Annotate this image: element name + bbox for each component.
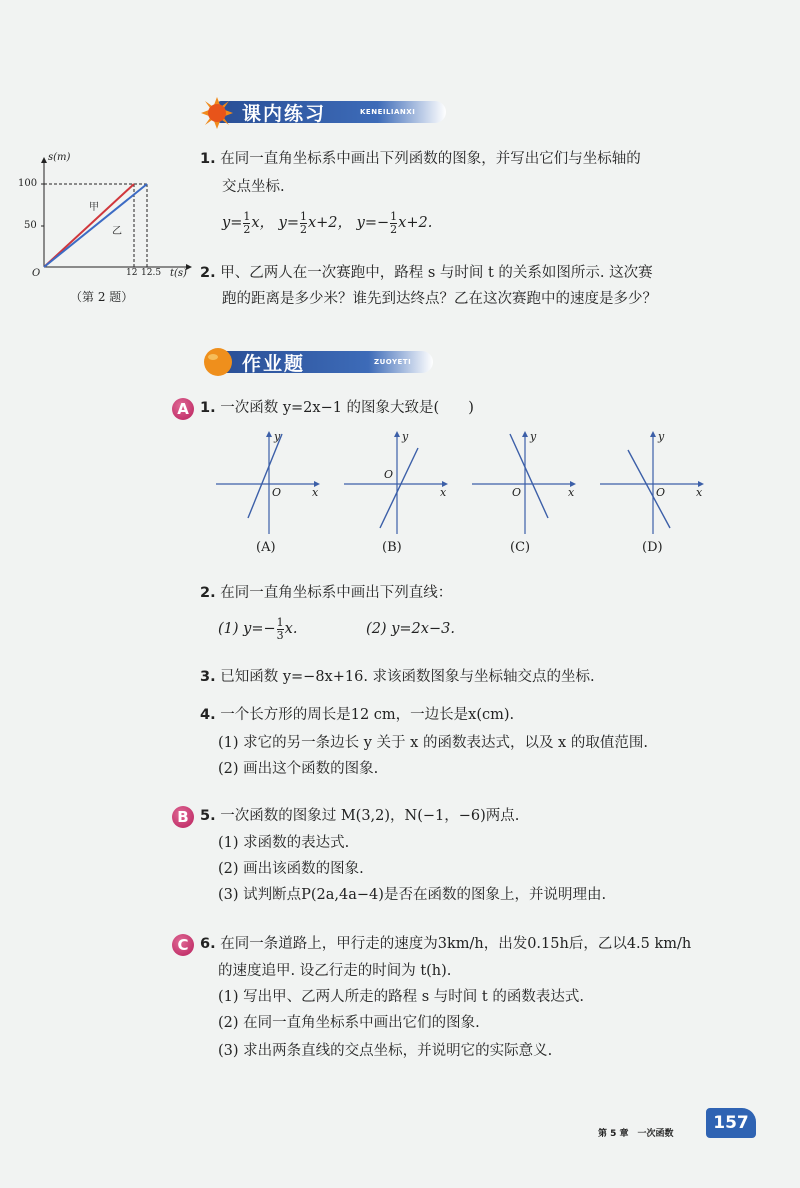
- graph-a-origin: O: [272, 486, 282, 499]
- fig2-y-label: s(m): [48, 152, 71, 163]
- formula1-pre: y=: [222, 215, 243, 231]
- homework-q4-part2: (2) 画出这个函数的图象.: [218, 761, 379, 777]
- fig2-caption: （第 2 题）: [70, 290, 134, 304]
- homework-section-header: [200, 348, 440, 374]
- formula3-pre: y=−: [356, 215, 390, 231]
- h2-part1-post: x.: [284, 621, 298, 637]
- homework-pinyin: ZUOYETI: [374, 358, 412, 366]
- orange-ball-icon: [202, 346, 234, 378]
- practice-pinyin: KENEILIANXI: [360, 108, 416, 116]
- practice-q2: [200, 262, 653, 284]
- homework-q4-number: 4.: [200, 707, 216, 723]
- formula1-post: x，: [251, 215, 275, 231]
- formula1-fraction: [243, 211, 250, 236]
- homework-q4-part1: (1) 求它的另一条边长 y 关于 x 的函数表达式，以及 x 的取值范围.: [218, 735, 648, 751]
- formula2-fraction: [300, 211, 307, 236]
- frac-numerator: 1: [276, 615, 284, 629]
- formula3-post: x+2.: [398, 215, 433, 231]
- option-graph-c[interactable]: [470, 428, 582, 558]
- homework-q3-text: 已知函数 y=−8x+16. 求该函数图象与坐标轴交点的坐标.: [220, 669, 595, 685]
- practice-title: 课内练习: [242, 103, 327, 125]
- practice-q1-formulas: [222, 208, 432, 238]
- practice-q2-number: 2.: [200, 265, 216, 281]
- homework-q2-number: 2.: [200, 585, 216, 601]
- option-graph-a[interactable]: [214, 428, 326, 558]
- h2-fraction: [277, 617, 284, 642]
- graph-b-origin: O: [384, 468, 394, 481]
- frac-numerator: 1: [299, 209, 307, 223]
- formula2-pre: y=: [278, 215, 299, 231]
- homework-q1-text: 一次函数 y=2x−1 的图象大致是( ): [220, 400, 474, 416]
- homework-q5-number: 5.: [200, 808, 216, 824]
- option-c-label: (C): [510, 540, 531, 555]
- homework-q6-part3: (3) 求出两条直线的交点坐标，并说明它的实际意义.: [218, 1043, 553, 1059]
- frac-numerator: 1: [390, 209, 398, 223]
- homework-q4-text: 一个长方形的周长是12 cm，一边长是x(cm).: [220, 707, 515, 723]
- line-yi: [44, 184, 147, 267]
- homework-q2: [200, 582, 452, 604]
- frac-denominator: 2: [299, 222, 307, 236]
- option-a-label: (A): [256, 540, 276, 555]
- frac-denominator: 3: [276, 628, 284, 642]
- fig2-tick-50: 50: [24, 220, 37, 231]
- frac-numerator: 1: [243, 209, 251, 223]
- fig2-origin: O: [32, 268, 41, 279]
- fig2-tick-100: 100: [18, 178, 38, 189]
- sun-icon: [200, 96, 234, 130]
- formula2-post: x+2，: [307, 215, 353, 231]
- homework-q2-text: 在同一直角坐标系中画出下列直线：: [220, 585, 453, 601]
- level-a-badge: A: [172, 398, 194, 420]
- race-graph: [14, 150, 200, 310]
- fig2-tick-12: 12: [126, 268, 138, 278]
- h2-part1-pre: (1) y=−: [218, 621, 276, 637]
- homework-q1: [200, 397, 474, 419]
- homework-q3-number: 3.: [200, 669, 216, 685]
- option-d-label: (D): [642, 540, 663, 555]
- option-b-label: (B): [382, 540, 402, 555]
- level-c-badge: C: [172, 934, 194, 956]
- graph-d-y: y: [658, 430, 665, 443]
- homework-q6-number: 6.: [200, 936, 216, 952]
- graph-d-origin: O: [656, 486, 666, 499]
- practice-q1-number: 1.: [200, 151, 216, 167]
- graph-a-x: x: [312, 486, 319, 499]
- graph-b-y: y: [402, 430, 409, 443]
- homework-q6: [200, 933, 691, 955]
- page-number: 157: [706, 1108, 756, 1138]
- homework-q6-part2: (2) 在同一直角坐标系中画出它们的图象.: [218, 1015, 480, 1031]
- fig2-x-label: t(s): [170, 268, 187, 279]
- homework-q6-part1: (1) 写出甲、乙两人所走的路程 s 与时间 t 的函数表达式.: [218, 989, 584, 1005]
- homework-q5: [200, 805, 519, 827]
- graph-c-origin: O: [512, 486, 522, 499]
- graph-d-x: x: [696, 486, 703, 499]
- graph-b-x: x: [440, 486, 447, 499]
- frac-denominator: 2: [390, 222, 398, 236]
- homework-q5-part3: (3) 试判断点P(2a,4a−4)是否在函数的图象上，并说明理由.: [218, 887, 607, 903]
- homework-q6-line2: 的速度追甲. 设乙行走的时间为 t(h).: [218, 963, 452, 979]
- homework-q5-part2: (2) 画出该函数的图象.: [218, 861, 364, 877]
- homework-q3: [200, 666, 595, 688]
- homework-q6-line1: 在同一条道路上，甲行走的速度为3km/h，出发0.15h后，乙以4.5 km/h: [220, 936, 692, 952]
- graph-a-y: y: [274, 430, 281, 443]
- practice-section-header: [200, 98, 450, 124]
- graph-c-y: y: [530, 430, 537, 443]
- practice-q1-line2: 交点坐标.: [222, 179, 285, 195]
- homework-title: 作业题: [242, 353, 306, 375]
- practice-q1: [200, 148, 641, 170]
- practice-q2-line1: 甲、乙两人在一次赛跑中，路程 s 与时间 t 的关系如图所示. 这次赛: [220, 265, 653, 281]
- formula3-fraction: [390, 211, 397, 236]
- level-b-badge: B: [172, 806, 194, 828]
- homework-q1-number: 1.: [200, 400, 216, 416]
- figure-2: [14, 150, 200, 310]
- option-graph-b[interactable]: [342, 428, 454, 558]
- fig2-label-jia: 甲: [89, 202, 99, 213]
- frac-denominator: 2: [243, 222, 251, 236]
- homework-q2-parts: [218, 614, 455, 644]
- homework-q5-part1: (1) 求函数的表达式.: [218, 835, 350, 851]
- homework-q5-text: 一次函数的图象过 M(3,2)，N(−1，−6)两点.: [220, 808, 520, 824]
- fig2-label-yi: 乙: [112, 226, 122, 237]
- graph-c-x: x: [568, 486, 575, 499]
- option-graph-d[interactable]: [598, 428, 710, 558]
- fig2-tick-12-5: 12.5: [141, 268, 162, 278]
- h2-part2: (2) y=2x−3.: [366, 621, 455, 637]
- practice-q1-line1: 在同一直角坐标系中画出下列函数的图象，并写出它们与坐标轴的: [220, 151, 641, 167]
- chapter-footer: 第 5 章 一次函数: [598, 1129, 674, 1139]
- practice-q2-line2: 跑的距离是多少米？谁先到达终点？乙在这次赛跑中的速度是多少？: [222, 291, 657, 307]
- homework-q4: [200, 704, 514, 726]
